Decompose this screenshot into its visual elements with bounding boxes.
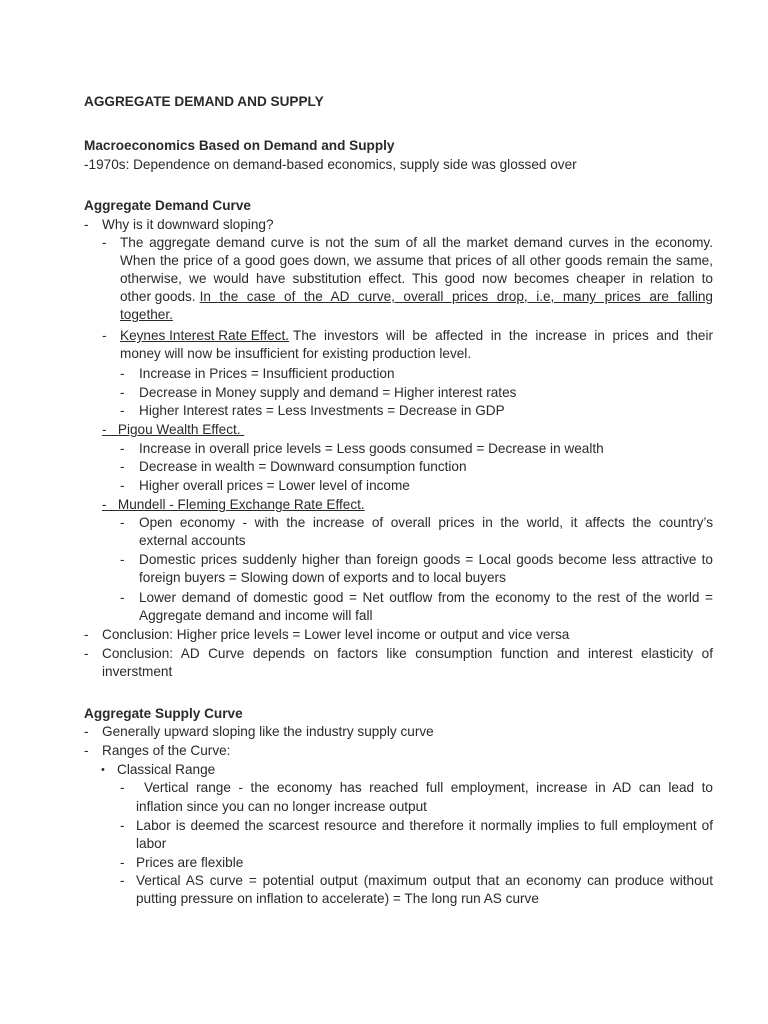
paragraph-line: Domestic prices suddenly higher than foreign goods = Local goods become less attractive to — [139, 552, 713, 567]
dash-marker: - — [120, 403, 125, 418]
section-heading-ad-curve: Aggregate Demand Curve — [84, 198, 251, 213]
paragraph-line: otherwise, we would have substitution effect. This good now becomes cheaper in relation to — [120, 271, 713, 286]
paragraph-line: foreign buyers = Slowing down of exports and to local buyers — [139, 570, 506, 585]
paragraph-line: Vertical range - the economy has reached full employment, increase in AD can lead to — [144, 780, 713, 795]
dash-marker: - — [102, 328, 107, 343]
pigou-label-text: Pigou Wealth Effect. — [117, 422, 241, 437]
dash-marker: - — [120, 855, 125, 870]
pigou-effect-label — [102, 421, 248, 439]
list-item-text: Generally upward sloping like the industry supply curve — [102, 724, 434, 739]
paragraph-line: Open economy - with the increase of overall prices in the world, it affects the country’s — [139, 515, 713, 530]
paragraph-line: other goods. — [120, 289, 196, 304]
section-heading-macroeconomics: Macroeconomics Based on Demand and Supply — [84, 138, 395, 153]
dash-marker: - — [84, 743, 89, 758]
dash-marker: - — [120, 441, 125, 456]
dash-marker: - — [120, 515, 125, 530]
underlined-text: In the case of the AD curve, overall prices drop, i.e, many prices are falling — [199, 289, 713, 304]
list-item-text: Decrease in wealth = Downward consumption function — [139, 459, 467, 474]
document-title: AGGREGATE DEMAND AND SUPPLY — [84, 94, 324, 109]
section-heading-as-curve: Aggregate Supply Curve — [84, 706, 243, 721]
dash-marker: - — [102, 497, 107, 512]
list-item-text: Increase in Prices = Insufficient production — [139, 366, 395, 381]
paragraph-line: inflation since you can no longer increase output — [136, 799, 427, 814]
paragraph-line: putting pressure on inflation to accelerate) = The long run AS curve — [136, 891, 539, 906]
list-item-text: Increase in overall price levels = Less goods consumed = Decrease in wealth — [139, 441, 604, 456]
list-item-text: Higher Interest rates = Less Investments = Decrease in GDP — [139, 403, 505, 418]
paragraph-line: Aggregate demand and income will fall — [139, 608, 373, 623]
paragraph-line: When the price of a good goes down, we assume that prices of all other goods remain the same, — [120, 253, 713, 268]
dash-marker: - — [120, 366, 125, 381]
dash-marker: - — [120, 552, 125, 567]
list-item-text: Higher overall prices = Lower level of income — [139, 478, 410, 493]
dash-marker: - — [120, 590, 125, 605]
conclusion-text: Conclusion: Higher price levels = Lower level income or output and vice versa — [102, 627, 570, 642]
underlined-text: together. — [120, 307, 173, 322]
conclusion-text: inverstment — [102, 664, 173, 679]
list-item-text: Why is it downward sloping? — [102, 217, 274, 232]
dash-marker: - — [84, 627, 89, 642]
paragraph-line: external accounts — [139, 533, 246, 548]
bullet-marker: • — [101, 764, 105, 776]
paragraph-line: The aggregate demand curve is not the sum of all the market demand curves in the economy. — [120, 235, 713, 250]
dash-marker: - — [102, 422, 107, 437]
dash-marker: - — [120, 478, 125, 493]
section-text-1970s: -1970s: Dependence on demand-based economics, supply side was glossed over — [84, 157, 577, 172]
mundell-label-text: Mundell - Fleming Exchange Rate Effect. — [117, 497, 365, 512]
dash-marker: - — [120, 818, 125, 833]
dash-marker: - — [120, 385, 125, 400]
paragraph-line: Vertical AS curve = potential output (maximum output that an economy can produce without — [136, 873, 713, 888]
list-item-text: Ranges of the Curve: — [102, 743, 231, 758]
paragraph-line: Labor is deemed the scarcest resource and therefore it normally implies to full employment of — [136, 818, 713, 833]
dash-marker: - — [120, 780, 125, 795]
dash-marker: - — [102, 235, 107, 250]
paragraph-line: Lower demand of domestic good = Net outflow from the economy to the rest of the world = — [139, 590, 713, 605]
paragraph-line: money will now be insufficient for existing production level. — [120, 346, 472, 361]
dash-marker: - — [120, 459, 125, 474]
list-item-text: Prices are flexible — [136, 855, 244, 870]
dash-marker: - — [84, 217, 89, 232]
dash-marker: - — [120, 873, 125, 888]
list-item-text: Decrease in Money supply and demand = Higher interest rates — [139, 385, 517, 400]
paragraph-line: labor — [136, 836, 167, 851]
mundell-effect-label — [102, 496, 365, 514]
keynes-effect-label: Keynes Interest Rate Effect. — [120, 328, 290, 343]
conclusion-text: Conclusion: AD Curve depends on factors like consumption function and interest elasticity of — [102, 646, 713, 661]
list-item-text: Classical Range — [117, 762, 216, 777]
dash-marker: - — [84, 646, 89, 661]
dash-marker: - — [84, 724, 89, 739]
paragraph-line: The investors will be affected in the increase in prices and their — [293, 328, 713, 343]
